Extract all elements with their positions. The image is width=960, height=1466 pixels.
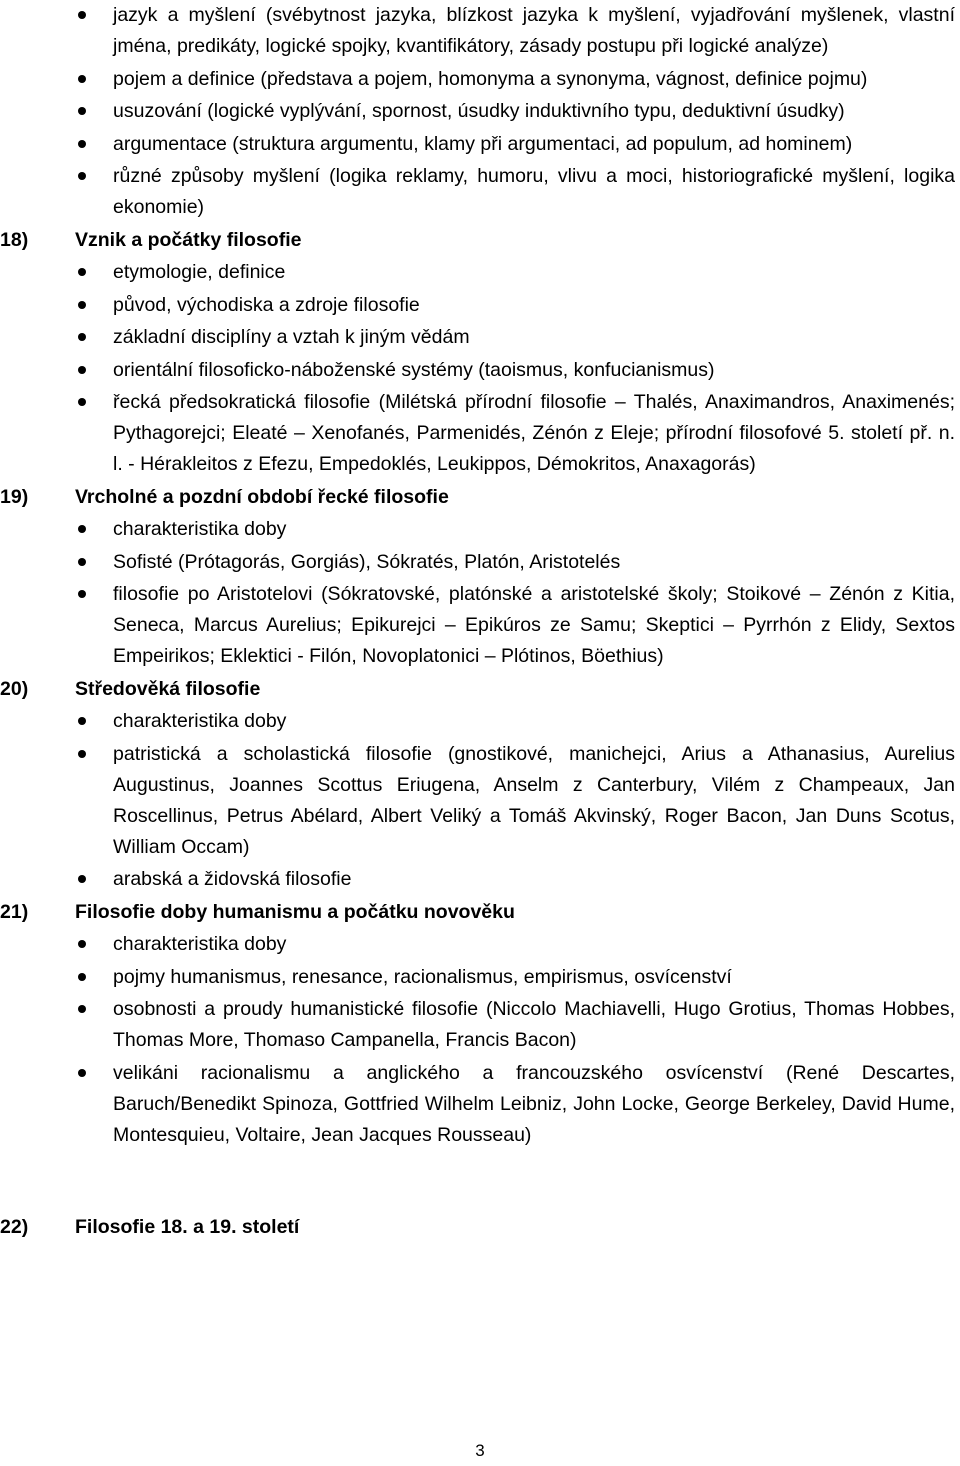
list-item (0, 322, 960, 353)
list-item-text: usuzování (logické vyplývání, spornost, úsudky induktivního typu, deduktivní úsudky) (113, 100, 845, 122)
list-item (0, 0, 960, 62)
bullet-icon (78, 875, 86, 883)
bullet-icon (78, 366, 86, 374)
list-item-text: velikáni racionalismu a anglického a francouzského osvícenství (René Descartes, Baruch/Benedikt Spinoza, Gottfried Wilhelm Leibniz, John Locke, George Berkeley, David Hume, Montesquieu, Voltaire, Jean Jacques Rousseau) (113, 1061, 955, 1146)
section-title: Středověká filosofie (75, 677, 261, 700)
list-item (0, 994, 960, 1056)
list-item (0, 161, 960, 223)
list-item (0, 547, 960, 578)
list-item-text: základní disciplíny a vztah k jiným vědám (113, 326, 470, 348)
list-item-text: různé způsoby myšlení (logika reklamy, humoru, vlivu a moci, historiografické myšlení, logika ekonomie) (113, 165, 955, 218)
bullet-icon (78, 1005, 86, 1013)
section-heading (0, 1212, 960, 1243)
list-item-text: Sofisté (Prótagorás, Gorgiás), Sókratés, Platón, Aristotelés (113, 550, 621, 573)
list-item-text: pojem a definice (představa a pojem, homonyma a synonyma, vágnost, definice pojmu) (113, 67, 868, 90)
list-item-text: pojmy humanismus, renesance, racionalismus, empirismus, osvícenství (113, 965, 732, 988)
list-item (0, 514, 960, 545)
bullet-icon (78, 398, 86, 406)
bullet-icon (78, 558, 86, 566)
list-item (0, 64, 960, 95)
list-item-text: charakteristika doby (113, 518, 287, 540)
list-item-text: arabská a židovská filosofie (113, 868, 352, 890)
list-item (0, 290, 960, 321)
section-number: 19) (0, 485, 29, 508)
section-title: Filosofie 18. a 19. století (75, 1215, 300, 1238)
list-item (0, 129, 960, 160)
list-item (0, 929, 960, 960)
list-item-text: původ, východiska a zdroje filosofie (113, 293, 420, 316)
bullet-icon (78, 11, 86, 19)
list-item-text: filosofie po Aristotelovi (Sókratovské, platónské a aristotelské školy; Stoikové – Zénón z Kitia, Seneca, Marcus Aurelius; Epikurejci – Epikúros ze Samu; Skeptici – Pyrrhón z Elidy, Sextos Empeirikos; Eklektici - Filón, Novoplatonici – Plótinos, Böethius) (113, 583, 955, 667)
list-item-text: osobnosti a proudy humanistické filosofie (Niccolo Machiavelli, Hugo Grotius, Thomas Hobbes, Thomas More, Thomaso Campanella, Francis Bacon) (113, 998, 955, 1051)
list-item-text: řecká předsokratická filosofie (Milétská přírodní filosofie – Thalés, Anaximandros, Anaximenés; Pythagorejci; Eleaté – Xenofanés, Parmenidés, Zénón z Eleje; přírodní filosofové 5. století př. n. l. - Hérakleitos z Efezu, Empedoklés, Leukippos, Démokritos, Anaxagorás) (113, 391, 955, 475)
section-number: 22) (0, 1215, 29, 1238)
bullet-icon (78, 1069, 86, 1077)
section-heading (0, 482, 960, 513)
bullet-icon (78, 525, 86, 533)
section-title: Vrcholné a pozdní období řecké filosofie (75, 485, 449, 508)
bullet-icon (78, 590, 86, 598)
bullet-icon (78, 301, 86, 309)
bullet-icon (78, 140, 86, 148)
bullet-icon (78, 973, 86, 981)
list-item (0, 706, 960, 737)
list-item (0, 355, 960, 386)
list-item (0, 864, 960, 895)
section-heading (0, 674, 960, 705)
section-title: Vznik a počátky filosofie (75, 228, 302, 251)
list-item (0, 96, 960, 127)
list-item-text: orientální filosoficko-náboženské systémy (taoismus, konfucianismus) (113, 358, 715, 381)
list-item-text: patristická a scholastická filosofie (gnostikové, manichejci, Arius a Athanasius, Aurelius Augustinus, Joannes Scottus Eriugena, Anselm z Canterbury, Vilém z Champeaux, Jan Roscellinus, Petrus Abélard, Albert Veliký a Tomáš Akvinský, Roger Bacon, Jan Duns Scotus, William Occam) (113, 742, 955, 858)
list-item (0, 257, 960, 288)
bullet-icon (78, 268, 86, 276)
bullet-icon (78, 172, 86, 180)
bullet-icon (78, 750, 86, 758)
list-item (0, 1058, 960, 1151)
section-title: Filosofie doby humanismu a počátku novověku (75, 900, 515, 923)
list-item (0, 387, 960, 480)
section-heading (0, 225, 960, 256)
list-item (0, 579, 960, 672)
list-item-text: etymologie, definice (113, 261, 286, 283)
list-item-text: jazyk a myšlení (svébytnost jazyka, blízkost jazyka k myšlení, vyjadřování myšlenek, vlastní jména, predikáty, logické spojky, kvantifikátory, zásady postupu při logické analýze) (113, 4, 955, 57)
section-number: 20) (0, 677, 29, 700)
bullet-icon (78, 75, 86, 83)
section-heading (0, 897, 960, 928)
section-number: 18) (0, 228, 29, 251)
bullet-icon (78, 940, 86, 948)
bullet-icon (78, 333, 86, 341)
list-item (0, 739, 960, 863)
list-item (0, 962, 960, 993)
page-number: 3 (475, 1441, 485, 1460)
list-item-text: charakteristika doby (113, 710, 287, 732)
bullet-icon (78, 717, 86, 725)
list-item-text: argumentace (struktura argumentu, klamy při argumentaci, ad populum, ad hominem) (113, 132, 853, 155)
list-item-text: charakteristika doby (113, 933, 287, 955)
bullet-icon (78, 107, 86, 115)
section-number: 21) (0, 900, 29, 923)
